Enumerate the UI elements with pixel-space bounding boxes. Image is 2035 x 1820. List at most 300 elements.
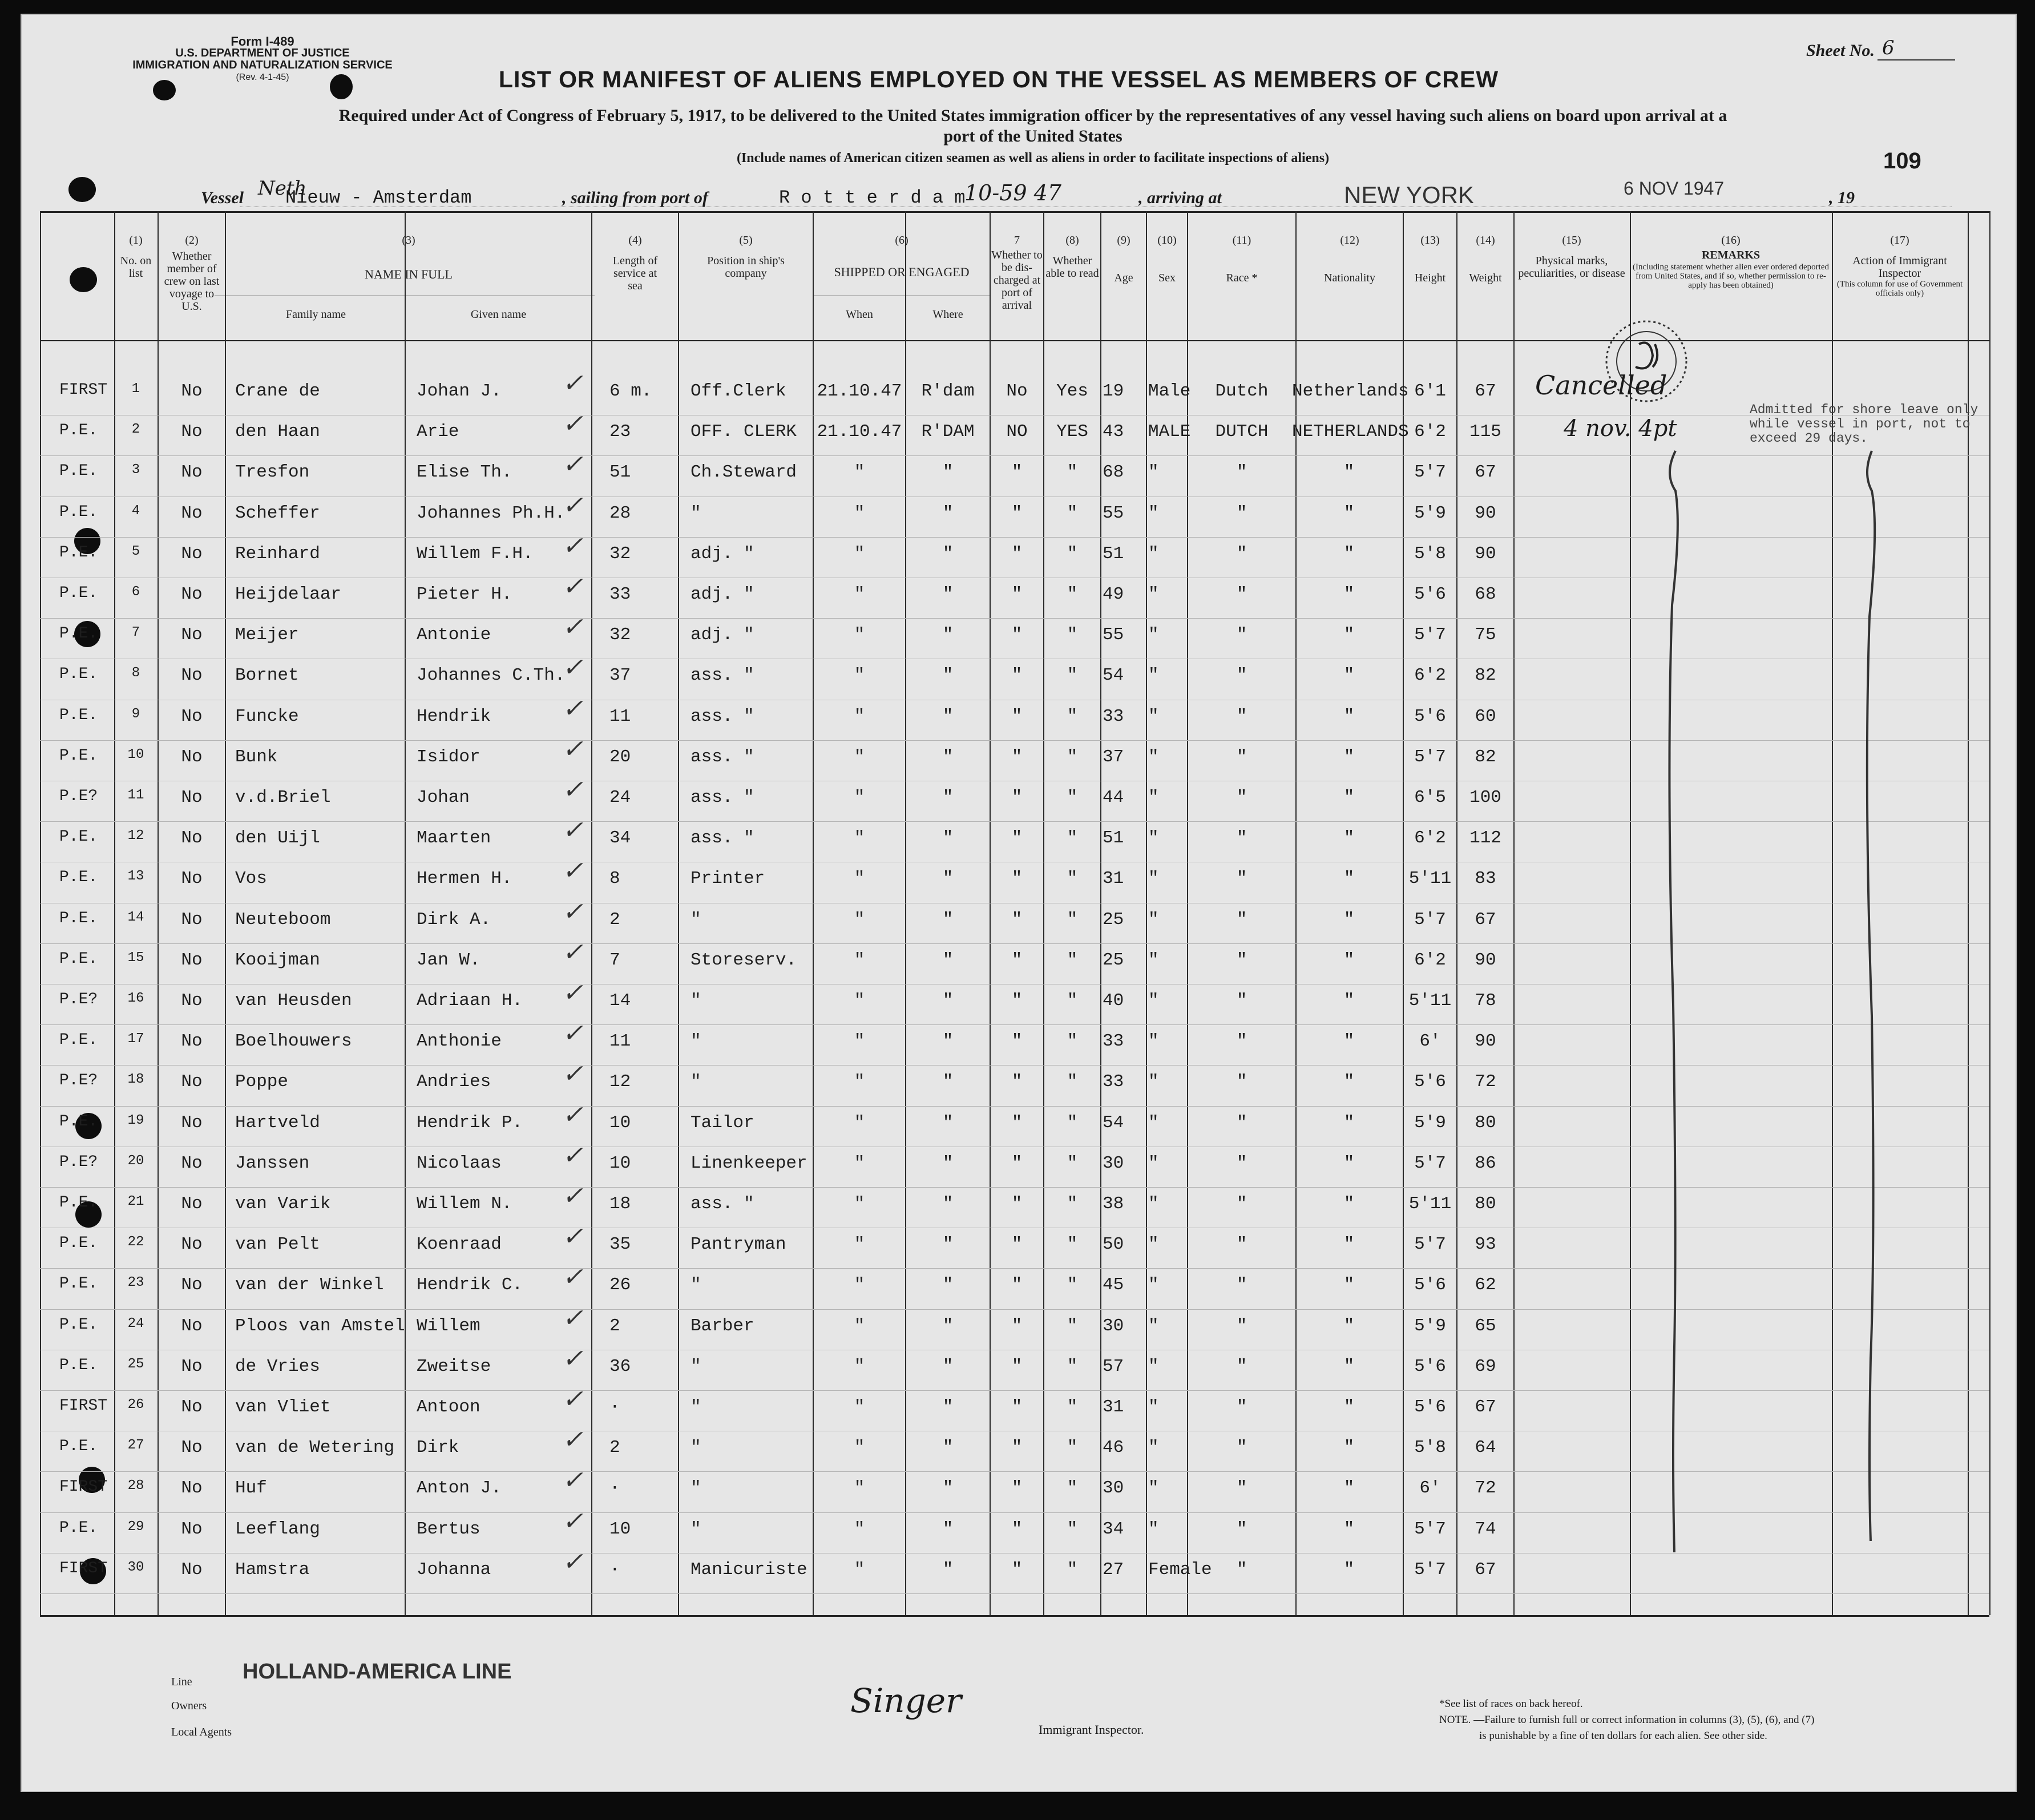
cell-sex: Female — [1148, 1559, 1212, 1580]
cell-age: 38 — [1103, 1194, 1124, 1214]
cell-given: Willem F.H. — [417, 543, 534, 564]
cell-read: " — [1067, 909, 1078, 930]
checkmark-icon: ✓ — [562, 1059, 583, 1089]
cell-sex: " — [1148, 909, 1159, 930]
col16-number: (16) — [1721, 234, 1741, 247]
col17-subtitle: (This column for use of Government officials only) — [1836, 280, 1963, 298]
cell-disch: " — [1011, 1315, 1023, 1336]
cell-height: 5'7 — [1414, 1153, 1446, 1173]
cell-nat: " — [1343, 1153, 1355, 1173]
cell-nat: " — [1343, 543, 1355, 564]
cell-weight: 83 — [1475, 869, 1496, 889]
cell-weight: 67 — [1475, 381, 1496, 401]
cell-when: " — [854, 1234, 865, 1255]
cell-prev: No — [181, 909, 203, 930]
cell-family: van Varik — [235, 1194, 331, 1214]
col13-number: (13) — [1420, 234, 1440, 247]
cell-read: " — [1067, 665, 1078, 686]
cell-nat: " — [1343, 1112, 1355, 1133]
cell-service: 14 — [609, 991, 631, 1011]
family-name-header: Family name — [286, 308, 346, 321]
cell-race: " — [1236, 828, 1247, 849]
checkmark-icon: ✓ — [562, 1181, 583, 1210]
col15-number: (15) — [1562, 234, 1581, 247]
cell-family: Ploos van Amstel — [235, 1315, 405, 1336]
cell-given: Johan J. — [417, 381, 502, 401]
cell-weight: 72 — [1475, 1072, 1496, 1092]
cell-where: " — [942, 665, 954, 686]
cell-age: 31 — [1103, 869, 1124, 889]
cell-no: 7 — [131, 625, 140, 641]
cell-weight: 69 — [1475, 1356, 1496, 1377]
cell-prev: No — [181, 828, 203, 849]
cell-mark: P.E. — [59, 1031, 98, 1050]
cell-sex: " — [1148, 746, 1159, 767]
cell-family: Tresfon — [235, 462, 310, 483]
cell-prev: No — [181, 584, 203, 604]
cell-when: " — [854, 1397, 865, 1417]
cell-given: Antonie — [417, 625, 491, 645]
cell-weight: 78 — [1475, 991, 1496, 1011]
cell-read: " — [1067, 584, 1078, 604]
cell-prev: No — [181, 1478, 203, 1499]
cell-height: 5'7 — [1414, 1234, 1446, 1255]
cell-read: " — [1067, 462, 1078, 483]
cell-race: Dutch — [1215, 381, 1269, 401]
col8-title: Whether able to read — [1045, 255, 1099, 280]
cell-position: ass. " — [691, 746, 754, 767]
cell-no: 9 — [131, 706, 140, 722]
cell-nat: " — [1343, 462, 1355, 483]
cell-sex: " — [1148, 543, 1159, 564]
shore-leave-line1: Admitted for shore leave only — [1750, 402, 1979, 417]
cell-read: " — [1067, 1072, 1078, 1092]
cell-given: Bertus — [417, 1519, 481, 1539]
cell-where: " — [942, 1234, 954, 1255]
col4-header — [592, 234, 678, 292]
cell-weight: 80 — [1475, 1194, 1496, 1214]
cell-when: " — [854, 665, 865, 686]
cell-service: 24 — [609, 788, 631, 808]
cell-service: 36 — [609, 1356, 631, 1377]
sheet-label: Sheet No. — [1806, 41, 1875, 60]
cell-race: " — [1236, 1438, 1247, 1458]
cell-given: Zweitse — [417, 1356, 491, 1377]
col1-header — [114, 234, 158, 280]
checkmark-icon: ✓ — [562, 1222, 583, 1252]
checkmark-icon: ✓ — [562, 1466, 583, 1495]
cell-race: " — [1236, 1519, 1247, 1539]
cell-given: Andries — [417, 1072, 491, 1092]
cell-race: " — [1236, 462, 1247, 483]
cell-mark: P.E. — [59, 1112, 98, 1131]
cell-race: " — [1236, 543, 1247, 564]
cell-disch: " — [1011, 1519, 1023, 1539]
cell-mark: P.E. — [59, 584, 98, 602]
cell-position: " — [691, 909, 701, 930]
cell-read: " — [1067, 625, 1078, 645]
cell-mark: FIRST — [59, 1559, 108, 1577]
cell-read: YES — [1056, 422, 1088, 442]
cell-family: Hartveld — [235, 1112, 320, 1133]
cell-age: 54 — [1103, 1112, 1124, 1133]
cell-given: Anton J. — [417, 1478, 502, 1499]
cell-position: " — [691, 991, 701, 1011]
col12-title: Nationality — [1324, 272, 1375, 284]
sailing-label: , sailing from port of — [562, 188, 708, 207]
cell-age: 25 — [1103, 950, 1124, 970]
cell-weight: 67 — [1475, 909, 1496, 930]
cell-mark: P.E. — [59, 1315, 98, 1334]
cell-no: 2 — [131, 422, 140, 438]
col8-header — [1044, 234, 1100, 280]
cell-nat: " — [1343, 665, 1355, 686]
cell-when: " — [854, 503, 865, 523]
cell-prev: No — [181, 625, 203, 645]
cell-nat: " — [1343, 1194, 1355, 1214]
cell-prev: No — [181, 1234, 203, 1255]
cell-height: 6'2 — [1414, 828, 1446, 849]
cell-sex: " — [1148, 1356, 1159, 1377]
cell-disch: " — [1011, 1072, 1023, 1092]
cell-no: 8 — [131, 665, 140, 681]
col16-header — [1631, 234, 1831, 290]
cell-when: " — [854, 991, 865, 1011]
cell-read: " — [1067, 1519, 1078, 1539]
arriving-label: , arriving at — [1138, 188, 1222, 207]
cell-weight: 65 — [1475, 1315, 1496, 1336]
cell-disch: " — [1011, 1031, 1023, 1052]
cell-age: 50 — [1103, 1234, 1124, 1255]
cell-height: 5'6 — [1414, 584, 1446, 604]
cell-position: Barber — [691, 1315, 754, 1336]
cell-service: · — [609, 1397, 620, 1417]
cell-prev: No — [181, 1112, 203, 1133]
cell-family: Bornet — [235, 665, 299, 686]
cell-sex: " — [1148, 991, 1159, 1011]
cell-given: Hermen H. — [417, 869, 512, 889]
cell-nat: " — [1343, 1315, 1355, 1336]
cell-position: Tailor — [691, 1112, 754, 1133]
cell-weight: 62 — [1475, 1275, 1496, 1296]
cell-disch: " — [1011, 1194, 1023, 1214]
cell-mark: P.E? — [59, 1072, 98, 1090]
cell-disch: " — [1011, 828, 1023, 849]
cell-given: Jan W. — [417, 950, 481, 970]
checkmark-icon: ✓ — [562, 1506, 583, 1536]
cell-position: " — [691, 1397, 701, 1417]
cell-height: 5'6 — [1414, 1356, 1446, 1377]
cell-weight: 100 — [1469, 788, 1501, 808]
cell-service: 11 — [609, 1031, 631, 1052]
cell-mark: P.E. — [59, 706, 98, 724]
revision: (Rev. 4-1-45) — [236, 72, 289, 82]
col6-header — [814, 234, 990, 279]
cell-sex: " — [1148, 1315, 1159, 1336]
cell-height: 5'7 — [1414, 1559, 1446, 1580]
cell-sex: " — [1148, 584, 1159, 604]
cell-when: " — [854, 746, 865, 767]
cell-sex: " — [1148, 1234, 1159, 1255]
cell-mark: P.E. — [59, 869, 98, 887]
checkmark-icon: ✓ — [562, 531, 583, 560]
cell-weight: 90 — [1475, 1031, 1496, 1052]
cell-age: 43 — [1103, 422, 1124, 442]
cell-position: " — [691, 1356, 701, 1377]
cell-family: Poppe — [235, 1072, 289, 1092]
cell-prev: No — [181, 1519, 203, 1539]
cell-read: " — [1067, 869, 1078, 889]
cell-where: " — [942, 788, 954, 808]
cell-mark: P.E. — [59, 1234, 98, 1253]
checkmark-icon: ✓ — [562, 1425, 583, 1455]
cell-mark: P.E. — [59, 950, 98, 968]
cell-family: Meijer — [235, 625, 299, 645]
cell-service: · — [609, 1478, 620, 1499]
cell-prev: No — [181, 1397, 203, 1417]
cell-read: " — [1067, 1275, 1078, 1296]
cell-where: R'dam — [921, 381, 975, 401]
cell-disch: " — [1011, 1112, 1023, 1133]
cell-height: 6'2 — [1414, 665, 1446, 686]
cell-position: " — [691, 1072, 701, 1092]
checkmark-icon: ✓ — [562, 734, 583, 764]
cell-disch: " — [1011, 503, 1023, 523]
cell-nat: " — [1343, 1031, 1355, 1052]
cell-when: " — [854, 909, 865, 930]
checkmark-icon: ✓ — [562, 369, 583, 398]
cell-position: ass. " — [691, 706, 754, 727]
year-label: , 19 — [1829, 188, 1855, 207]
cell-nat: " — [1343, 909, 1355, 930]
cell-sex: " — [1148, 1072, 1159, 1092]
cell-family: van de Wetering — [235, 1438, 395, 1458]
cell-weight: 80 — [1475, 1112, 1496, 1133]
cell-read: " — [1067, 1153, 1078, 1173]
cell-read: " — [1067, 1234, 1078, 1255]
cell-family: den Haan — [235, 422, 320, 442]
vessel-name: Nieuw - Amsterdam — [285, 187, 472, 208]
cell-height: 5'11 — [1408, 991, 1452, 1011]
cell-race: " — [1236, 625, 1247, 645]
cell-prev: No — [181, 950, 203, 970]
cell-race: " — [1236, 1112, 1247, 1133]
cell-sex: " — [1148, 950, 1159, 970]
cell-sex: Male — [1148, 381, 1191, 401]
cell-read: " — [1067, 828, 1078, 849]
remarks-handwritten: 4 nov. 4pt — [1564, 415, 1677, 442]
cell-disch: " — [1011, 584, 1023, 604]
cell-position: Printer — [691, 869, 765, 889]
cell-disch: " — [1011, 1559, 1023, 1580]
cell-no: 13 — [127, 869, 144, 885]
cell-given: Dirk — [417, 1438, 459, 1458]
cell-no: 17 — [127, 1031, 144, 1047]
cell-service: 37 — [609, 665, 631, 686]
subtitle-line3: (Include names of American citizen seamen as well as aliens in order to facilitate inspections of aliens) — [736, 151, 1330, 166]
cell-position: Ch.Steward — [691, 462, 797, 483]
cell-read: " — [1067, 1031, 1078, 1052]
cell-mark: P.E. — [59, 1438, 98, 1456]
cell-service: 2 — [609, 909, 620, 930]
cell-where: " — [942, 1559, 954, 1580]
cell-when: 21.10.47 — [817, 381, 902, 401]
cell-position: " — [691, 503, 701, 523]
cell-race: " — [1236, 706, 1247, 727]
cell-nat: " — [1343, 828, 1355, 849]
cell-race: " — [1236, 1072, 1247, 1092]
cell-family: Vos — [235, 869, 267, 889]
cell-family: Heijdelaar — [235, 584, 342, 604]
cell-age: 51 — [1103, 543, 1124, 564]
cell-disch: " — [1011, 1275, 1023, 1296]
cell-where: " — [942, 503, 954, 523]
cell-disch: " — [1011, 869, 1023, 889]
cell-weight: 90 — [1475, 950, 1496, 970]
cell-position: " — [691, 1438, 701, 1458]
cell-race: DUTCH — [1215, 422, 1269, 442]
cancelled-note: Cancelled — [1535, 370, 1667, 401]
cell-race: " — [1236, 1478, 1247, 1499]
cell-where: " — [942, 1397, 954, 1417]
cell-nat: " — [1343, 788, 1355, 808]
checkmark-icon: ✓ — [562, 572, 583, 601]
cell-service: 20 — [609, 746, 631, 767]
col1-title: No. on list — [120, 255, 152, 280]
cell-when: " — [854, 1194, 865, 1214]
cell-where: " — [942, 1194, 954, 1214]
checkmark-icon: ✓ — [562, 1385, 583, 1414]
cell-position: adj. " — [691, 543, 754, 564]
col2-title: Whether member of crew on last voyage to U.S. — [164, 250, 220, 313]
cell-disch: " — [1011, 991, 1023, 1011]
cell-no: 23 — [127, 1275, 144, 1291]
cell-sex: " — [1148, 1194, 1159, 1214]
checkmark-icon: ✓ — [562, 816, 583, 845]
cell-service: 26 — [609, 1275, 631, 1296]
cell-where: " — [942, 1356, 954, 1377]
cell-service: 10 — [609, 1112, 631, 1133]
checkmark-icon: ✓ — [562, 1019, 583, 1048]
cell-height: 5'6 — [1414, 1275, 1446, 1296]
cell-no: 27 — [127, 1438, 144, 1454]
cell-mark: P.E. — [59, 543, 98, 562]
cell-mark: P.E? — [59, 991, 98, 1008]
col6-number: (6) — [895, 234, 909, 247]
cell-weight: 72 — [1475, 1478, 1496, 1499]
cell-when: " — [854, 1153, 865, 1173]
cell-disch: " — [1011, 543, 1023, 564]
cell-where: " — [942, 1478, 954, 1499]
cell-nat: " — [1343, 1559, 1355, 1580]
cell-mark: P.E. — [59, 1194, 98, 1212]
cell-prev: No — [181, 1153, 203, 1173]
col7-header — [991, 234, 1043, 312]
cell-sex: " — [1148, 1153, 1159, 1173]
inspector-signature: Singer — [850, 1681, 962, 1720]
cell-where: " — [942, 746, 954, 767]
cell-read: Yes — [1056, 381, 1088, 401]
cell-race: " — [1236, 869, 1247, 889]
cell-prev: No — [181, 1194, 203, 1214]
cell-service: 12 — [609, 1072, 631, 1092]
col14-header — [1457, 234, 1513, 284]
cell-mark: P.E. — [59, 422, 98, 440]
col11-header — [1188, 234, 1295, 284]
cell-service: 2 — [609, 1315, 620, 1336]
cell-nat: " — [1343, 1519, 1355, 1539]
cell-weight: 75 — [1475, 625, 1496, 645]
subtitle-line2: port of the United States — [943, 127, 1123, 146]
cell-sex: " — [1148, 706, 1159, 727]
cell-age: 54 — [1103, 665, 1124, 686]
cell-no: 20 — [127, 1153, 144, 1169]
cell-weight: 67 — [1475, 1559, 1496, 1580]
cell-where: " — [942, 1112, 954, 1133]
cell-race: " — [1236, 584, 1247, 604]
cell-position: OFF. CLERK — [691, 422, 797, 442]
cell-age: 30 — [1103, 1315, 1124, 1336]
cell-age: 31 — [1103, 1397, 1124, 1417]
cell-given: Johannes C.Th. — [417, 665, 566, 686]
local-agents-label: Local Agents — [171, 1726, 232, 1738]
cell-sex: " — [1148, 1031, 1159, 1052]
cell-weight: 82 — [1475, 746, 1496, 767]
cell-read: " — [1067, 1559, 1078, 1580]
where-header: Where — [932, 308, 963, 321]
cell-where: " — [942, 950, 954, 970]
cell-prev: No — [181, 665, 203, 686]
cell-nat: " — [1343, 503, 1355, 523]
cell-age: 44 — [1103, 788, 1124, 808]
cell-given: Dirk A. — [417, 909, 491, 930]
cell-weight: 67 — [1475, 462, 1496, 483]
cell-when: " — [854, 1519, 865, 1539]
page-title: LIST OR MANIFEST OF ALIENS EMPLOYED ON THE VESSEL AS MEMBERS OF CREW — [498, 66, 1499, 92]
cell-prev: No — [181, 746, 203, 767]
cell-read: " — [1067, 1315, 1078, 1336]
cell-race: " — [1236, 746, 1247, 767]
cell-race: " — [1236, 665, 1247, 686]
cell-mark: P.E. — [59, 462, 98, 481]
cell-race: " — [1236, 503, 1247, 523]
cell-no: 6 — [131, 584, 140, 600]
col2-header — [159, 234, 225, 313]
cell-sex: " — [1148, 1438, 1159, 1458]
cell-read: " — [1067, 950, 1078, 970]
cell-given: Hendrik P. — [417, 1112, 523, 1133]
shore-leave-line2: while vessel in port, not to — [1750, 417, 1971, 431]
cell-age: 46 — [1103, 1438, 1124, 1458]
cell-weight: 90 — [1475, 543, 1496, 564]
cell-position: " — [691, 1519, 701, 1539]
cell-given: Johannes Ph.H. — [417, 503, 566, 523]
cell-prev: No — [181, 1031, 203, 1052]
checkmark-icon: ✓ — [562, 450, 583, 479]
cell-prev: No — [181, 706, 203, 727]
cell-position: Manicuriste — [691, 1559, 807, 1580]
cell-given: Antoon — [417, 1397, 481, 1417]
cell-race: " — [1236, 1559, 1247, 1580]
col10-title: Sex — [1158, 272, 1176, 284]
cell-family: Scheffer — [235, 503, 320, 523]
cell-given: Arie — [417, 422, 459, 442]
cell-read: " — [1067, 1397, 1078, 1417]
cell-service: 35 — [609, 1234, 631, 1255]
cell-disch: No — [1006, 381, 1028, 401]
cell-height: 6'1 — [1414, 381, 1446, 401]
checkmark-icon: ✓ — [562, 409, 583, 439]
